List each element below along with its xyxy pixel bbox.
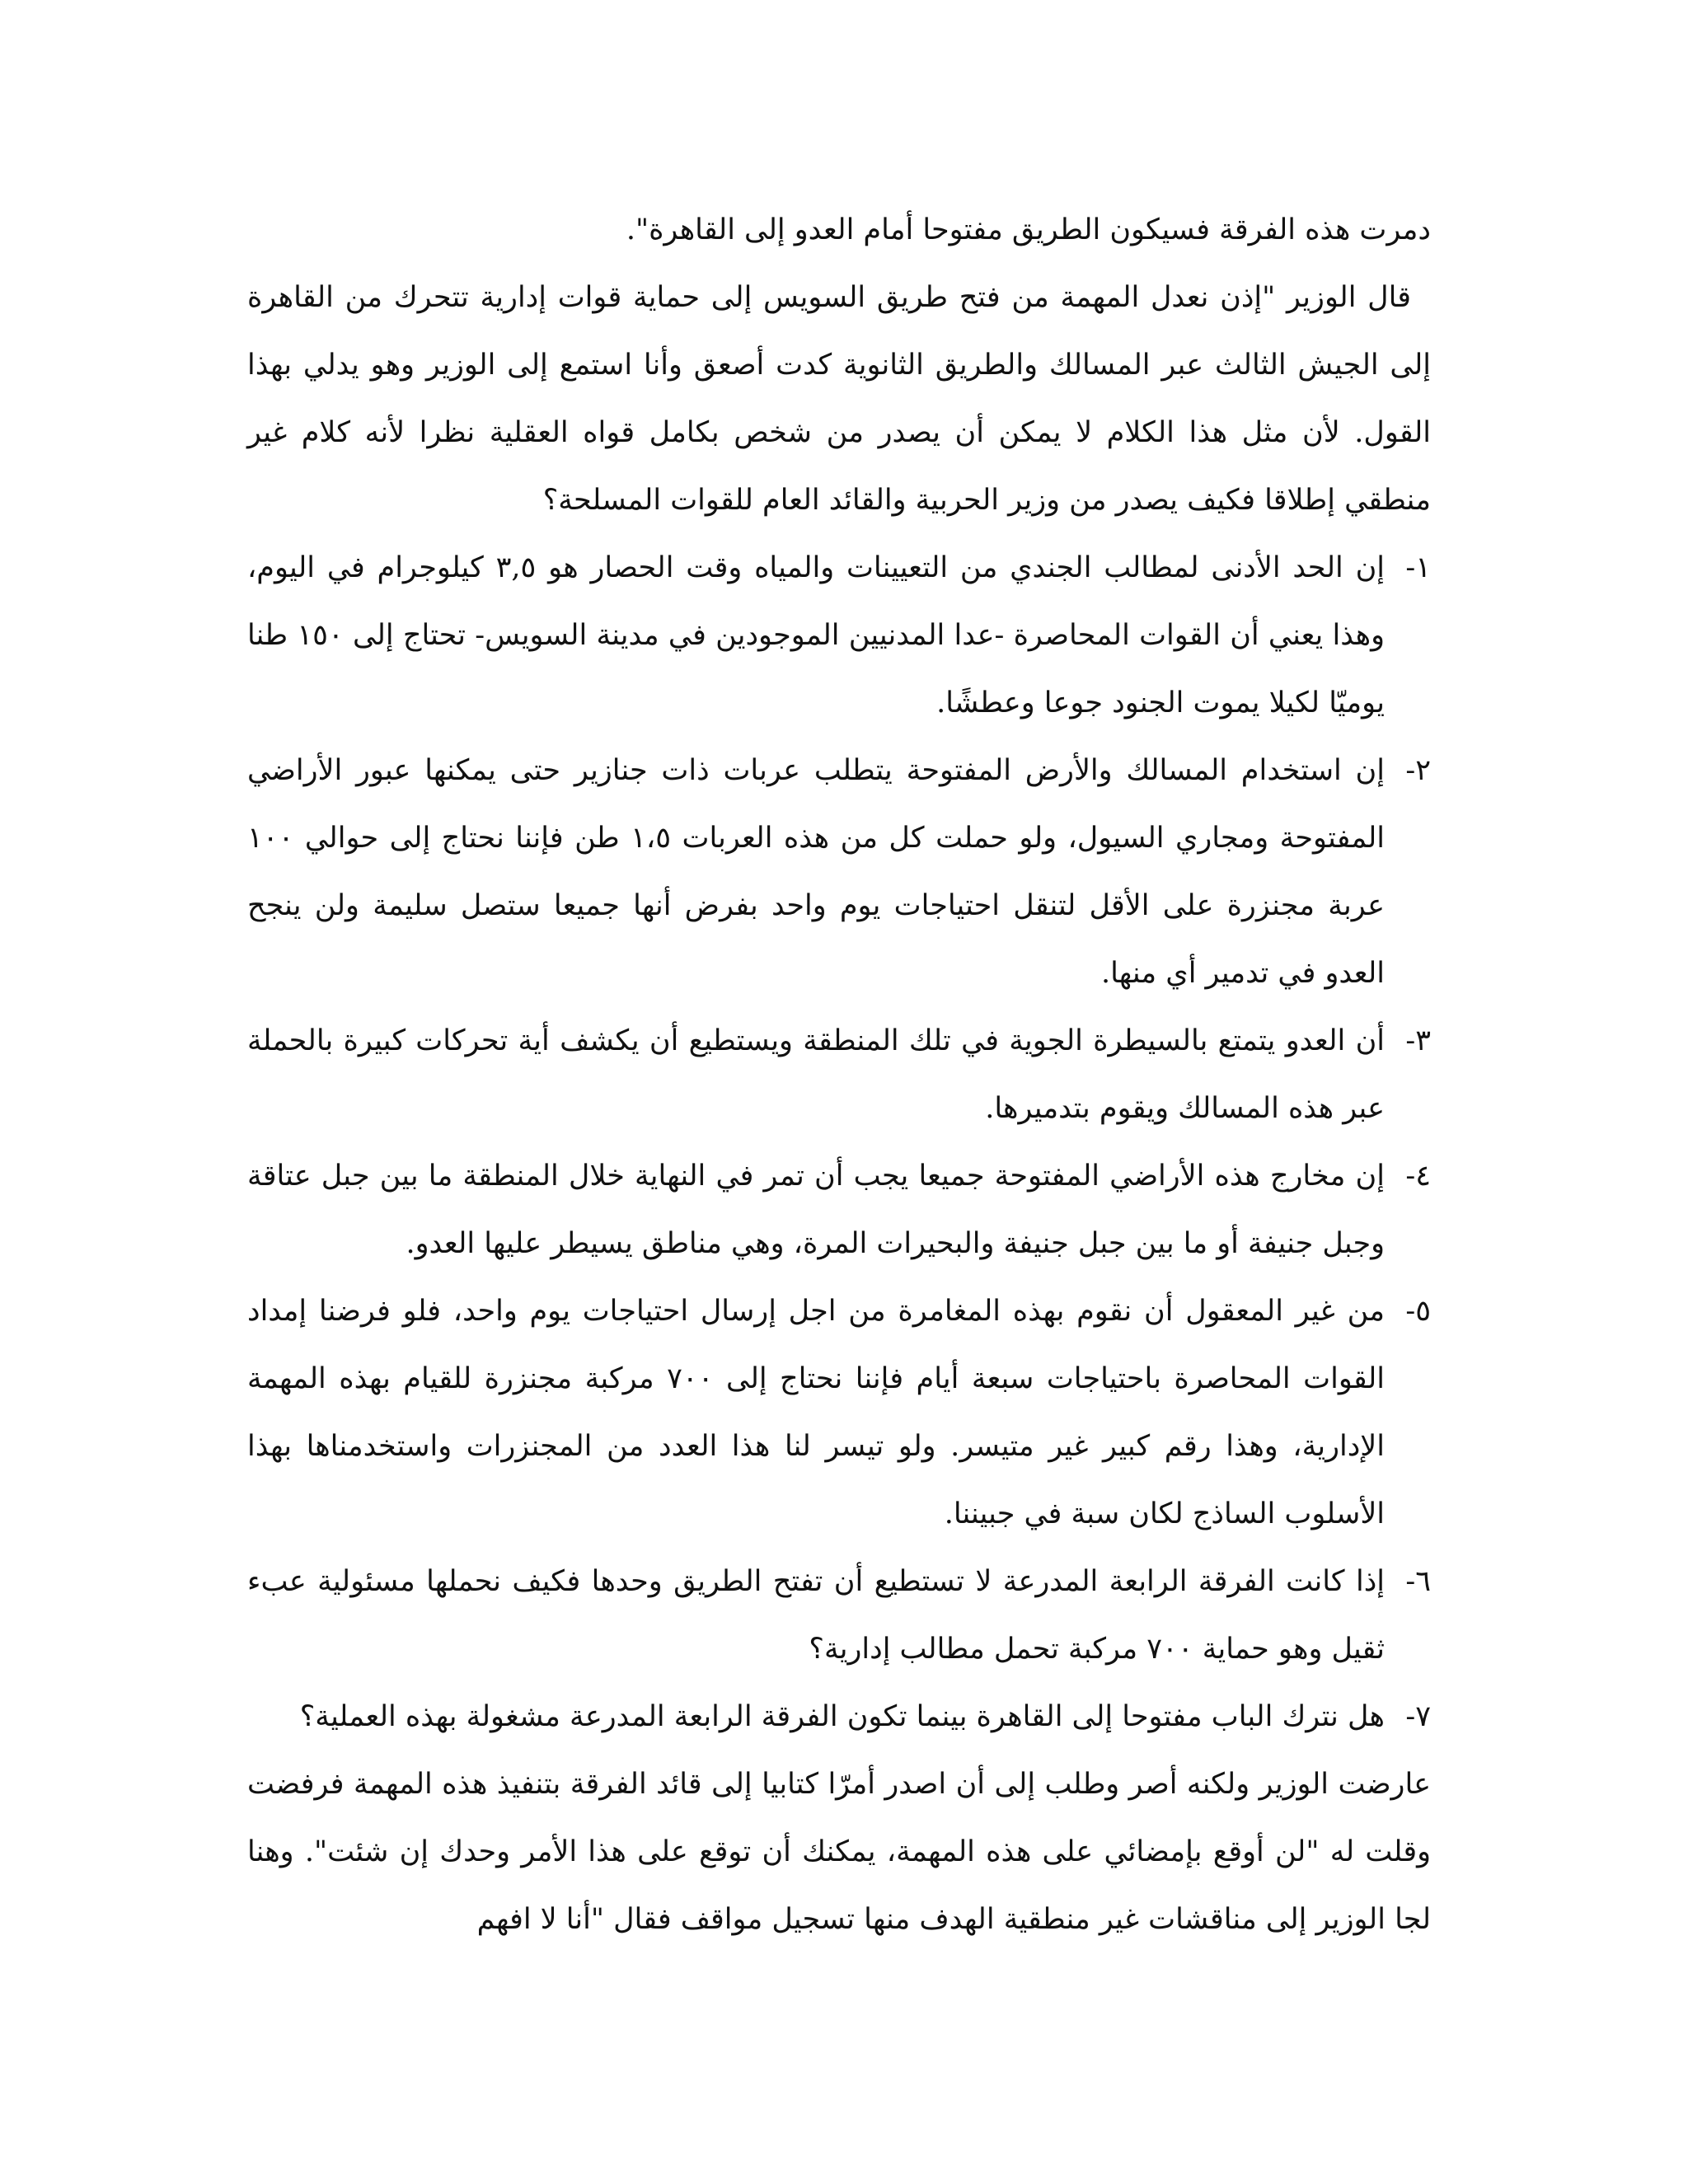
item-number: ١-: [1405, 551, 1431, 584]
list-item: [247, 1007, 1431, 1142]
item-number: ٣-: [1405, 1024, 1431, 1057]
list-item: [247, 1142, 1431, 1277]
item-number: ٧-: [1405, 1700, 1431, 1733]
item-text: هل نترك الباب مفتوحا إلى القاهرة بينما تكون الفرقة الرابعة المدرعة مشغولة بهذه العملية؟: [299, 1700, 1385, 1733]
item-text: إن استخدام المسالك والأرض المفتوحة يتطلب عربات ذات جنازير حتى يمكنها عبور الأراضي المفتوحة ومجاري السيول، ولو حملت كل من هذه العربات ١،٥ طن فإننا نحتاج إلى حوالي ١٠٠ عربة مجنزرة على الأقل لتنقل احتياجات يوم واحد بفرض أنها جميعا ستصل سليمة ولن ينجح العدو في تدمير أي منها.: [247, 754, 1386, 990]
list-item: [247, 534, 1431, 737]
item-number: ٤-: [1405, 1160, 1431, 1193]
paragraph: عارضت الوزير ولكنه أصر وطلب إلى أن اصدر أمرّا كتابيا إلى قائد الفرقة بتنفيذ هذه المهمة فرفضت وقلت له "لن أوقع بإمضائي على هذه المهمة، يمكنك أن توقع على هذا الأمر وحدك إن شئت". وهنا لجا الوزير إلى مناقشات غير منطقية الهدف منها تسجيل مواقف فقال "أنا لا افهم: [247, 1768, 1431, 1936]
list-item: [247, 1683, 1431, 1750]
paragraph: قال الوزير "إذن نعدل المهمة من فتح طريق السويس إلى حماية قوات إدارية تتحرك من القاهرة إلى الجيش الثالث عبر المسالك والطريق الثانوية كدت أصعق وأنا استمع إلى الوزير وهو يدلي بهذا القول. لأن مثل هذا الكلام لا يمكن أن يصدر من شخص بكامل قواه العقلية نظرا لأنه كلام غير منطقي إطلاقا فكيف يصدر من وزير الحربية والقائد العام للقوات المسلحة؟: [247, 281, 1431, 517]
item-number: ٦-: [1405, 1565, 1431, 1598]
item-text: إن الحد الأدنى لمطالب الجندي من التعيينات والمياه وقت الحصار هو ٣,٥ كيلوجرام في اليوم، وهذا يعني أن القوات المحاصرة -عدا المدنيين الموجودين في مدينة السويس- تحتاج إلى ١٥٠ طنا يوميّا لكيلا يموت الجنود جوعا وعطشًا.: [247, 551, 1385, 719]
document-body: [247, 196, 1431, 1953]
item-text: أن العدو يتمتع بالسيطرة الجوية في تلك المنطقة ويستطيع أن يكشف أية تحركات كبيرة بالحملة عبر هذه المسالك ويقوم بتدميرها.: [247, 1024, 1385, 1125]
intro-line: دمرت هذه الفرقة فسيكون الطريق مفتوحا أمام العدو إلى القاهرة".: [626, 213, 1431, 246]
item-text: إن مخارج هذه الأراضي المفتوحة جميعا يجب أن تمر في النهاية خلال المنطقة ما بين جبل عتاقة وجبل جنيفة أو ما بين جبل جنيفة والبحيرات المرة، وهي مناطق يسيطر عليها العدو.: [247, 1160, 1385, 1260]
item-number: ٢-: [1405, 754, 1431, 787]
item-text: من غير المعقول أن نقوم بهذه المغامرة من اجل إرسال احتياجات يوم واحد، فلو فرضنا إمداد القوات المحاصرة باحتياجات سبعة أيام فإننا نحتاج إلى ٧٠٠ مركبة مجنزرة للقيام بهذه المهمة الإدارية، وهذا رقم كبير غير متيسر. ولو تيسر لنا هذا العدد من المجنزرات واستخدمناها بهذا الأسلوب الساذج لكان سبة في جبيننا.: [247, 1295, 1385, 1530]
list-item: [247, 737, 1431, 1007]
item-text: إذا كانت الفرقة الرابعة المدرعة لا تستطيع أن تفتح الطريق وحدها فكيف نحملها مسئولية عبء ثقيل وهو حماية ٧٠٠ مركبة تحمل مطالب إدارية؟: [247, 1565, 1385, 1666]
list-item: [247, 1548, 1431, 1683]
list-item: [247, 1277, 1431, 1548]
item-number: ٥-: [1405, 1295, 1431, 1328]
